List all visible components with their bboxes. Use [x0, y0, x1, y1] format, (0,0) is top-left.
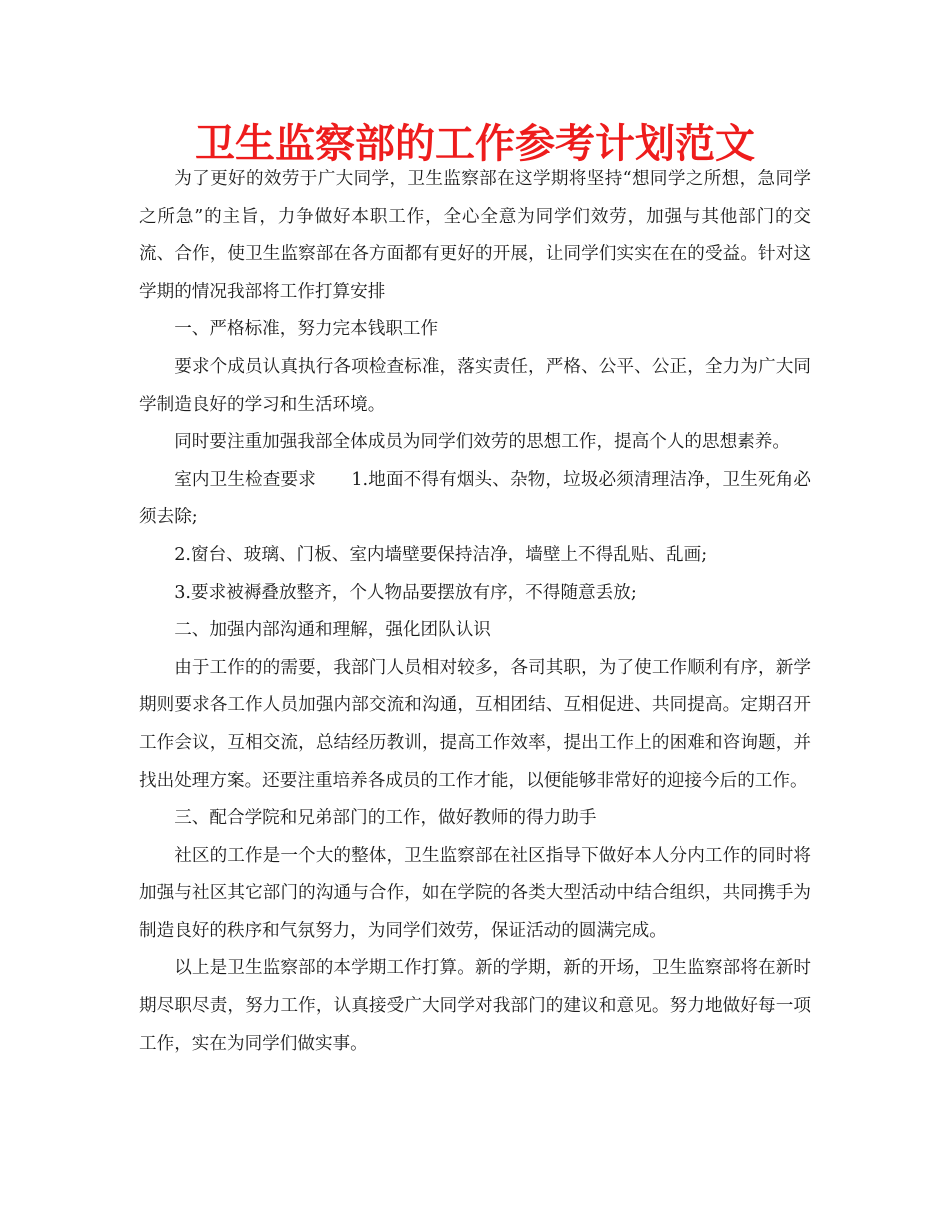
document-body: [139, 161, 811, 1063]
paragraph-inspection-rule-2: 2.窗台、玻璃、门板、室内墙壁要保持洁净，墙壁上不得乱贴、乱画;: [174, 544, 708, 565]
section-heading-3: 三、配合学院和兄弟部门的工作，做好教师的得力助手: [174, 808, 597, 829]
paragraph-inspection-rule-3: 3.要求被褥叠放整齐，个人物品要摆放有序，不得随意丢放;: [174, 582, 637, 603]
section-heading-1: 一、严格标准，努力完本钱职工作: [174, 319, 439, 340]
document-title: 卫生监察部的工作参考计划范文: [195, 121, 755, 167]
paragraph: 社区的工作是一个大的整体，卫生监察部在社区指导下做好本人分内工作的同时将加强与社区其它部门的沟通与合作，如在学院的各类大型活动中结合组织，共同携手为制造良好的秩序和气氛努力，为同学们效劳，保证活动的圆满完成。: [139, 845, 811, 941]
paragraph: 要求个成员认真执行各项检查标准，落实责任，严格、公平、公正，全力为广大同学制造良好的学习和生活环境。: [139, 356, 811, 415]
paragraph: 同时要注重加强我部全体成员为同学们效劳的思想工作，提高个人的思想素养。: [174, 432, 790, 453]
paragraph: 由于工作的的需要，我部门人员相对较多，各司其职，为了使工作顺利有序，新学期则要求各工作人员加强内部交流和沟通，互相团结、互相促进、共同提高。定期召开工作会议，互相交流，总结经历教训，提高工作效率，提出工作上的困难和咨询题，并找出处理方案。还要注重培养各成员的工作才能，以便能够非常好的迎接今后的工作。: [139, 657, 811, 791]
section-heading-2: 二、加强内部沟通和理解，强化团队认识: [174, 620, 491, 641]
paragraph-inspection-rule-1: 室内卫生检查要求 1.地面不得有烟头、杂物，垃圾必须清理洁净，卫生死角必须去除;: [139, 469, 811, 528]
paragraph-conclusion: 以上是卫生监察部的本学期工作打算。新的学期，新的开场，卫生监察部将在新时期尽职尽责，努力工作，认真接受广大同学对我部门的建议和意见。努力地做好每一项工作，实在为同学们做实事。: [139, 958, 811, 1054]
paragraph-intro: 为了更好的效劳于广大同学，卫生监察部在这学期将坚持“想同学之所想，急同学之所急”的主旨，力争做好本职工作，全心全意为同学们效劳，加强与其他部门的交流、合作，使卫生监察部在各方面都有更好的开展，让同学们实实在在的受益。针对这学期的情况我部将工作打算安排: [139, 169, 811, 302]
